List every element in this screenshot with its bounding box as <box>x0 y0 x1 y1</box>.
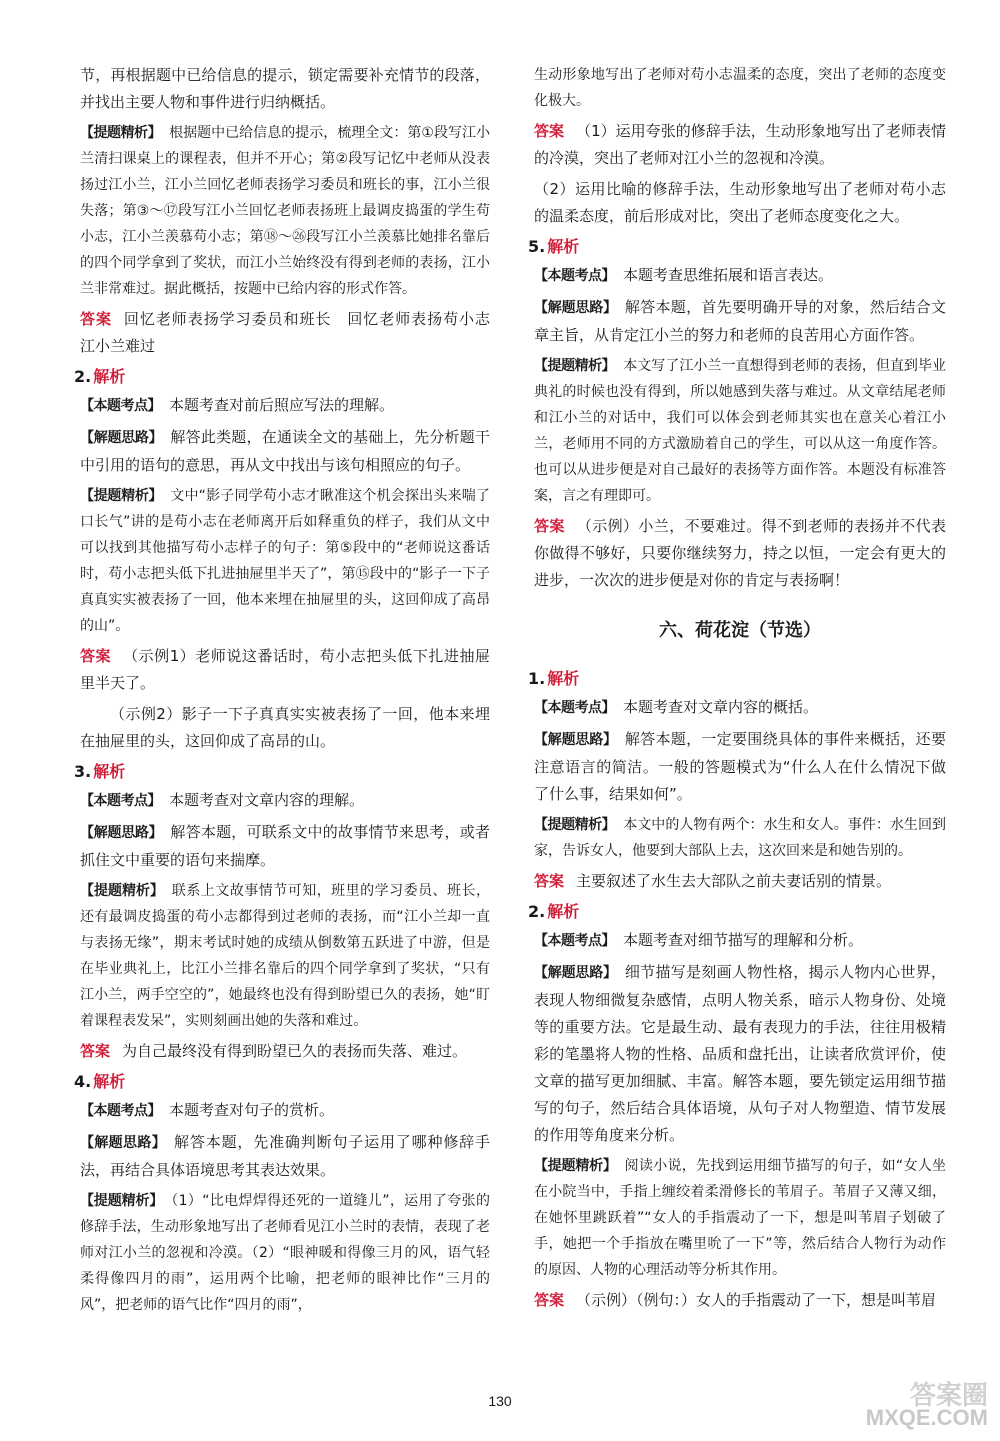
q3-number: 3. <box>74 762 92 781</box>
q5-silu-label: 【解题思路】 <box>534 300 617 316</box>
q3-jiexi: 解析 <box>93 762 126 781</box>
s1-number: 1. <box>528 669 546 688</box>
right-column <box>528 62 947 1318</box>
q4-kaodian-text: 本题考查对句子的赏析。 <box>169 1101 335 1119</box>
q1-analysis-label: 【提题精析】 <box>80 125 162 141</box>
q5-silu <box>534 294 946 349</box>
s1-jiexi: 解析 <box>547 669 580 688</box>
watermark-logo <box>838 1375 988 1431</box>
s1-analysis-text: 本文中的人物有两个：水生和女人。事件：水生回到家，告诉女人，他要到大部队上去，这次回来是和她告别的。 <box>534 817 947 859</box>
s2-analysis-label: 【提题精析】 <box>534 1158 617 1174</box>
q1-answer <box>80 306 505 360</box>
q2-silu <box>80 424 490 479</box>
s1-silu-label: 【解题思路】 <box>534 732 617 748</box>
s1-kaodian-text: 本题考查对文章内容的概括。 <box>623 698 819 716</box>
q4-kaodian <box>80 1097 490 1125</box>
answer-label: 答案 <box>534 517 565 535</box>
q4-silu-text: 解答本题，先准确判断句子运用了哪种修辞手法，再结合具体语境思考其表达效果。 <box>80 1133 490 1179</box>
q3-analysis <box>80 878 490 1034</box>
s2-silu-text: 细节描写是刻画人物性格，揭示人物内心世界，表现人物细微复杂感情，点明人物关系，暗示人物身份、处境等的重要方法。它是最生动、最有表现力的手法，往往用极精彩的笔墨将人物的性格、品质和盘托出，让读者欣赏评价，使文章的描写更加细腻、丰富。解答本题，要先锁定运用细节描写的句子，然后结合具体语境，从句子对人物塑造、情节发展的作用等角度来分析。 <box>534 963 946 1144</box>
s2-number: 2. <box>528 902 546 921</box>
section-q2-heading <box>528 899 946 925</box>
s2-silu-label: 【解题思路】 <box>534 965 617 981</box>
s2-kaodian <box>534 927 946 955</box>
q2-analysis-text: 文中“影子同学苟小志才瞅准这个机会探出头来喘了口长气”讲的是苟小志在老师离开后如释重负的样子，我们从文中可以找到其他描写苟小志样子的句子：第⑤段中的“老师说这番话时，苟小志把头低下扎进抽屉里半天了”，第⑮段中的“影子一下子真真实实被表扬了一回，他本来埋在抽屉里的头，这回仰成了高昂的山”。 <box>80 488 490 634</box>
s2-answer-text: （示例）（例句：）女人的手指震动了一下，想是叫苇眉 <box>576 1291 937 1309</box>
q4-analysis-label: 【提题精析】 <box>80 1193 164 1209</box>
question-4-heading <box>74 1069 490 1095</box>
q5-analysis-text: 本文写了江小兰一直想得到老师的表扬，但直到毕业典礼的时候也没有得到，所以她感到失落与难过。从文章结尾老师和江小兰的对话中，我们可以体会到老师其实也在意关心着江小兰，老师用不同的方式激励着自己的学生，可以从这一角度作答。也可以从进步便是对自己最好的表扬等方面作答。本题没有标准答案，言之有理即可。 <box>534 358 947 504</box>
q5-kaodian-label: 【本题考点】 <box>534 268 615 284</box>
left-column <box>74 62 505 1322</box>
q2-jiexi: 解析 <box>93 367 126 386</box>
q2-answer <box>80 643 490 697</box>
q3-silu <box>80 819 490 874</box>
answer-label: 答案 <box>534 1291 565 1309</box>
watermark-bottom: MXQE.COM <box>865 1405 988 1430</box>
q2-silu-text: 解答此类题，在通读全文的基础上，先分析题干中引用的语句的意思，再从文中找出与该句相照应的句子。 <box>80 428 490 474</box>
s1-silu-text: 解答本题，一定要围绕具体的事件来概括，还要注意语言的简洁。一般的答题模式为“什么人在什么情况下做了什么事，结果如何”。 <box>534 730 946 803</box>
q2-answer-2: （示例2）影子一下子真真实实被表扬了一回，他本来埋在抽屉里的头，这回仰成了高昂的山。 <box>80 705 490 750</box>
q5-analysis-label: 【提题精析】 <box>534 358 616 374</box>
q2-kaodian <box>80 392 490 420</box>
section-title: 六、荷花淀（节选） <box>659 620 821 641</box>
q2-number: 2. <box>74 367 92 386</box>
q2-answer-text-1: （示例1）老师说这番话时，苟小志把头低下扎进抽屉里半天了。 <box>80 647 490 692</box>
s2-analysis <box>534 1153 946 1283</box>
q3-kaodian-text: 本题考查对文章内容的理解。 <box>169 791 365 809</box>
s1-analysis-label: 【提题精析】 <box>534 817 616 833</box>
s2-kaodian-text: 本题考查对细节描写的理解和分析。 <box>623 931 864 949</box>
q4-jiexi: 解析 <box>93 1072 126 1091</box>
s1-answer <box>534 868 946 895</box>
s1-analysis <box>534 812 946 864</box>
page-number: 130 <box>488 1393 512 1409</box>
s2-silu <box>534 959 946 1149</box>
q3-analysis-label: 【提题精析】 <box>80 883 164 899</box>
q1-answer-text: 回忆老师表扬学习委员和班长 回忆老师表扬苟小志 江小兰难过 <box>80 310 505 355</box>
q3-silu-label: 【解题思路】 <box>80 825 163 841</box>
answer-label: 答案 <box>534 122 565 140</box>
question-5-heading <box>528 234 946 260</box>
q4-silu-label: 【解题思路】 <box>80 1135 167 1151</box>
q5-analysis <box>534 353 946 509</box>
q5-silu-text: 解答本题，首先要明确开导的对象，然后结合文章主旨，从肯定江小兰的努力和老师的良苦用心方面作答。 <box>534 298 946 344</box>
answer-label: 答案 <box>534 872 565 890</box>
intro-text: 节，再根据题中已给信息的提示，锁定需要补充情节的段落，并找出主要人物和事件进行归纳概括。 <box>80 66 490 111</box>
q1-analysis <box>80 120 490 302</box>
s1-kaodian-label: 【本题考点】 <box>534 700 615 716</box>
q4-silu <box>80 1129 490 1184</box>
watermark-top: 答案圈 <box>909 1381 988 1411</box>
q2-analysis-label: 【提题精析】 <box>80 488 163 504</box>
q4-analysis-continued: 生动形象地写出了老师对苟小志温柔的态度，突出了老师的态度变化极大。 <box>534 67 946 109</box>
q4-answer <box>534 118 946 172</box>
q2-analysis <box>80 483 490 639</box>
section-q1-heading <box>528 666 946 692</box>
q5-kaodian-text: 本题考查思维拓展和语言表达。 <box>623 266 834 284</box>
answer-label: 答案 <box>80 1042 111 1060</box>
q5-jiexi: 解析 <box>547 237 580 256</box>
q3-answer <box>80 1038 490 1065</box>
q5-kaodian <box>534 262 946 290</box>
s2-kaodian-label: 【本题考点】 <box>534 933 615 949</box>
q4-answer-2: （2）运用比喻的修辞手法，生动形象地写出了老师对苟小志的温柔态度，前后形成对比，突出了老师态度变化之大。 <box>534 180 946 225</box>
q4-analysis-text: （1）“比电焊焊得还死的一道缝儿”，运用了夸张的修辞手法，生动形象地写出了老师看见江小兰时的表情，表现了老师对江小兰的忽视和冷漠。（2）“眼神暖和得像三月的风，语气轻柔得像四月的雨”，运用两个比喻，把老师的眼神比作“三月的风”，把老师的语气比作“四月的雨”， <box>80 1193 491 1313</box>
q4-analysis <box>80 1188 490 1318</box>
s2-analysis-text: 阅读小说，先找到运用细节描写的句子，如“女人坐在小院当中，手指上缠绞着柔滑修长的苇眉子。苇眉子又薄又细，在她怀里跳跃着”“女人的手指震动了一下，想是叫苇眉子划破了手，她把一个手指放在嘴里吮了一下”等，然后结合人物行为动作的原因、人物的心理活动等分析其作用。 <box>534 1158 947 1278</box>
q2-kaodian-label: 【本题考点】 <box>80 398 161 414</box>
q3-silu-text: 解答本题，可联系文中的故事情节来思考，或者抓住文中重要的语句来揣摩。 <box>80 823 490 869</box>
s2-jiexi: 解析 <box>547 902 580 921</box>
q4-answer-text-1: （1）运用夸张的修辞手法，生动形象地写出了老师表情的冷漠，突出了老师对江小兰的忽视和冷漠。 <box>534 122 946 167</box>
q5-number: 5. <box>528 237 546 256</box>
q5-answer <box>534 513 946 594</box>
q5-answer-text: （示例）小兰，不要难过。得不到老师的表扬并不代表你做得不够好，只要你继续努力，持之以恒，一定会有更大的进步，一次次的进步便是对你的肯定与表扬啊！ <box>534 517 946 589</box>
q4-number: 4. <box>74 1072 92 1091</box>
question-3-heading <box>74 759 490 785</box>
answer-label: 答案 <box>80 647 112 665</box>
s1-silu <box>534 726 946 808</box>
q4-kaodian-label: 【本题考点】 <box>80 1103 161 1119</box>
q2-kaodian-text: 本题考查对前后照应写法的理解。 <box>169 396 395 414</box>
q3-answer-text: 为自己最终没有得到盼望已久的表扬而失落、难过。 <box>122 1042 468 1060</box>
q3-kaodian <box>80 787 490 815</box>
s2-answer <box>534 1287 946 1314</box>
s1-kaodian <box>534 694 946 722</box>
q3-kaodian-label: 【本题考点】 <box>80 793 161 809</box>
q3-analysis-text: 联系上文故事情节可知，班里的学习委员、班长，还有最调皮捣蛋的苟小志都得到过老师的表扬，而“江小兰却一直与表扬无缘”，期末考试时她的成绩从倒数第五跃进了中游，但是在毕业典礼上，比江小兰排名靠后的四个同学拿到了奖状，“只有江小兰，两手空空的”，她最终也没有得到盼望已久的表扬，她“盯着课程表发呆”，实则刻画出她的失落和难过。 <box>80 883 491 1029</box>
q2-silu-label: 【解题思路】 <box>80 430 163 446</box>
q1-analysis-text: 根据题中已给信息的提示，梳理全文：第①段写江小兰清扫课桌上的课程表，但并不开心；第②段写记忆中老师从没表扬过江小兰，江小兰回忆老师表扬学习委员和班长的事，江小兰很失落；第③～⑰段写江小兰回忆老师表扬班上最调皮捣蛋的学生苟小志，江小兰羡慕苟小志；第⑱～㉖段写江小兰羡慕比她排名靠后的四个同学拿到了奖状，而江小兰始终没有得到老师的表扬，江小兰非常难过。据此概括，按题中已给内容的形式作答。 <box>80 125 490 297</box>
s1-answer-text: 主要叙述了水生去大部队之前夫妻话别的情景。 <box>576 872 892 890</box>
answer-label: 答案 <box>80 310 112 328</box>
question-2-heading <box>74 364 490 390</box>
